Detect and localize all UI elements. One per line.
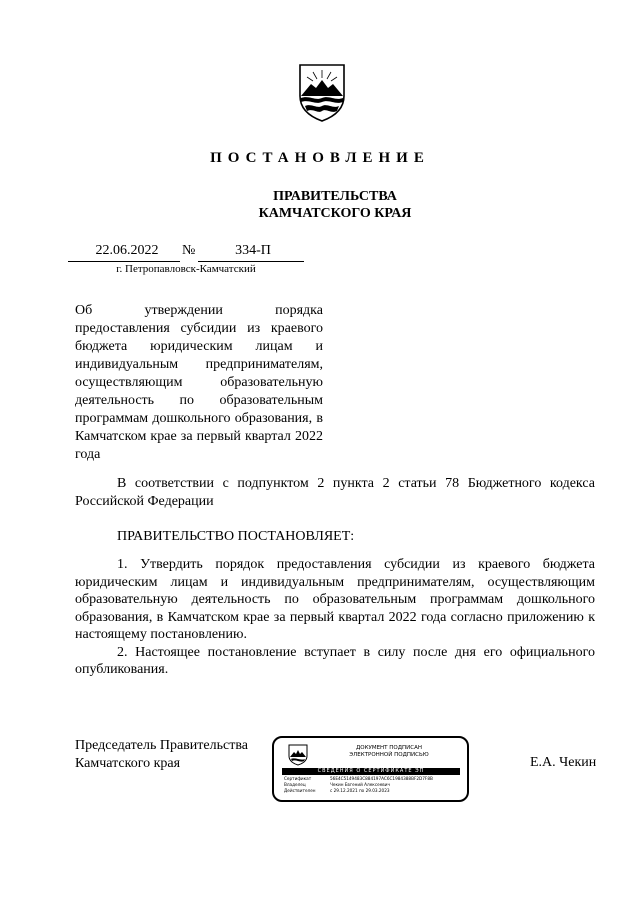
stamp-row-value: 56E4C5149483C884197AC6C1984388BF2D7F8B [330, 776, 433, 781]
stamp-title [314, 745, 464, 759]
resolution-item-1: 1. Утвердить порядок предоставления субсидии из краевого бюджета юридическим лицам и индивидуальным предпринимателям, осуществляющим образовательную деятельность по образовательным программам дошкольного образования, в Камчатском крае за первый квартал 2022 года согласно приложению к настоящему постановлению. [75, 557, 595, 642]
basis-text: В соответствии с подпунктом 2 пункта 2 статьи 78 Бюджетного кодекса Российской Федерации [75, 476, 595, 509]
subject-text: Об утверждении порядка предоставления субсидии из краевого бюджета юридическим лицам и индивидуальным предпринимателям, осуществляющим образовательную деятельность по образовательным программам дошкольного образования, в Камчатском крае за первый квартал 2022 года [75, 303, 323, 462]
stamp-title-line-1: ДОКУМЕНТ ПОДПИСАН [355, 745, 423, 751]
signer-position [75, 737, 248, 773]
legal-basis [75, 475, 595, 510]
electronic-signature-stamp [272, 736, 469, 802]
document-type-heading: ПОСТАНОВЛЕНИЕ [210, 150, 430, 166]
stamp-row-value: Чекин Евгений Алексеевич [330, 782, 390, 787]
resolves-text: ПРАВИТЕЛЬСТВО ПОСТАНОВЛЯЕТ: [117, 529, 355, 544]
coat-of-arms-icon [297, 62, 347, 122]
signer-position-line-1: Председатель Правительства [75, 738, 248, 753]
stamp-emblem-icon [288, 744, 308, 766]
date-underline [68, 261, 180, 262]
stamp-row-key: Сертификат [284, 776, 312, 781]
signer-position-line-2: Камчатского края [75, 756, 181, 771]
number-underline [198, 261, 304, 262]
stamp-row-validity [284, 788, 464, 794]
issuing-authority [0, 188, 640, 222]
authority-line-2: КАМЧАТСКОГО КРАЯ [258, 206, 412, 221]
stamp-certificate-details [284, 776, 464, 794]
stamp-row-key: Действителен [284, 788, 316, 793]
document-subject [75, 302, 323, 464]
stamp-certificate-bar: СВЕДЕНИЯ О СЕРТИФИКАТЕ ЭП [282, 768, 460, 775]
stamp-row-value: с 29.12.2021 по 29.03.2023 [330, 788, 390, 793]
stamp-title-line-2: ЭЛЕКТРОННОЙ ПОДПИСЬЮ [349, 752, 429, 758]
resolution-item-2: 2. Настоящее постановление вступает в силу после дня его официального опубликования. [75, 644, 595, 677]
authority-line-1: ПРАВИТЕЛЬСТВА [273, 189, 397, 204]
document-date: 22.06.2022 [95, 243, 159, 258]
stamp-row-key: Владелец [284, 782, 306, 787]
document-number: 334-П [235, 243, 271, 258]
signer-name: Е.А. Чекин [530, 755, 597, 770]
number-sign: № [182, 243, 196, 258]
issue-city: г. Петропавловск-Камчатский [116, 263, 256, 275]
resolution-items [75, 556, 595, 679]
resolution-heading [75, 528, 595, 546]
